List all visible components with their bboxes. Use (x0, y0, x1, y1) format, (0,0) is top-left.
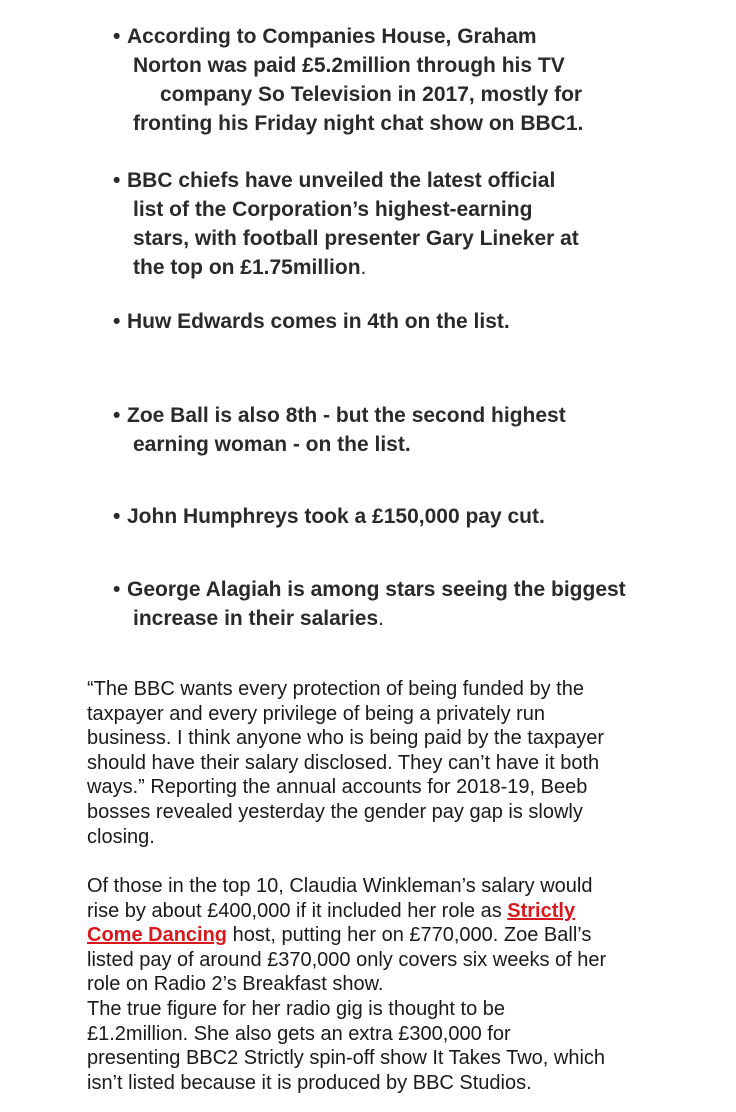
bullet-text-line: Norton was paid £5.2million through his TV (133, 54, 565, 77)
bullet-text-line: list of the Corporation’s highest-earning (133, 198, 533, 221)
paragraph-line: business. I think anyone who is being paid by the taxpayer (87, 727, 604, 750)
article-body (87, 677, 687, 849)
bullet-text-line: John Humphreys took a £150,000 pay cut. (127, 505, 545, 528)
paragraph-line: ways.” Reporting the annual accounts for 2018-19, Beeb (87, 776, 588, 799)
bullet-text-line: earning woman - on the list. (133, 433, 411, 456)
paragraph-line: should have their salary disclosed. They can’t have it both (87, 751, 600, 774)
bullet-huw-edwards (113, 307, 673, 336)
bullet-trail: . (360, 256, 367, 279)
paragraph-line: £1.2million. She also gets an extra £300,000 for (87, 1022, 511, 1045)
article-paragraph-quote (87, 677, 687, 849)
bullet-text-line: increase in their salaries (133, 607, 379, 630)
paragraph-line: role on Radio 2’s Breakfast show. (87, 973, 384, 996)
bullet-bbc-chiefs (113, 166, 673, 282)
paragraph-line: presenting BBC2 Strictly spin-off show It Takes Two, which (87, 1047, 606, 1070)
paragraph-line: Of those in the top 10, Claudia Winkleman’s salary would (87, 875, 593, 897)
bullet-dot: • (113, 404, 121, 427)
paragraph-line: bosses revealed yesterday the gender pay gap is slowly (87, 800, 583, 823)
bullet-text-line: company So Television in 2017, mostly for (160, 83, 583, 106)
bullet-john-humphreys (113, 502, 673, 531)
paragraph-line: The true figure for her radio gig is thought to be (87, 997, 506, 1020)
strictly-come-dancing-link[interactable]: Come Dancing (87, 924, 228, 947)
bullet-dot: • (113, 25, 121, 48)
bullet-graham-norton (113, 22, 673, 138)
bullet-dot: • (113, 169, 121, 192)
paragraph-line: closing. (87, 825, 155, 848)
paragraph-text: rise by about £400,000 if it included her role as (87, 899, 508, 922)
bullet-trail: . (378, 607, 384, 630)
strictly-come-dancing-link[interactable]: Strictly (507, 899, 576, 922)
bullet-dot: • (113, 578, 121, 601)
article-paragraph-salaries (87, 874, 687, 1095)
bullet-text-line: Zoe Ball is also 8th - but the second highest (127, 404, 566, 427)
bullet-text-line: George Alagiah is among stars seeing the biggest (127, 578, 626, 601)
bullet-text-line: fronting his Friday night chat show on BBC1. (133, 112, 584, 135)
bullet-dot: • (113, 310, 121, 333)
bullet-text-line: According to Companies House, Graham (127, 25, 537, 48)
paragraph-line: “The BBC wants every protection of being funded by the (87, 678, 584, 700)
paragraph-line: isn’t listed because it is produced by BBC Studios. (87, 1071, 532, 1094)
bullet-text-line: BBC chiefs have unveiled the latest official (127, 169, 556, 192)
bullet-dot: • (113, 505, 121, 528)
paragraph-text: host, putting her on £770,000. Zoe Ball’s (227, 924, 592, 947)
bullet-text-line: stars, with football presenter Gary Lineker at (133, 227, 579, 250)
bullet-george-alagiah (113, 575, 673, 633)
bullet-zoe-ball (113, 401, 673, 459)
paragraph-line: taxpayer and every privilege of being a privately run (87, 702, 546, 725)
paragraph-line: listed pay of around £370,000 only covers six weeks of her (87, 948, 607, 971)
bullet-text-line: Huw Edwards comes in 4th on the list. (127, 310, 510, 333)
article-body-salaries (87, 874, 687, 1095)
bullet-text-line: the top on £1.75million (133, 256, 361, 279)
